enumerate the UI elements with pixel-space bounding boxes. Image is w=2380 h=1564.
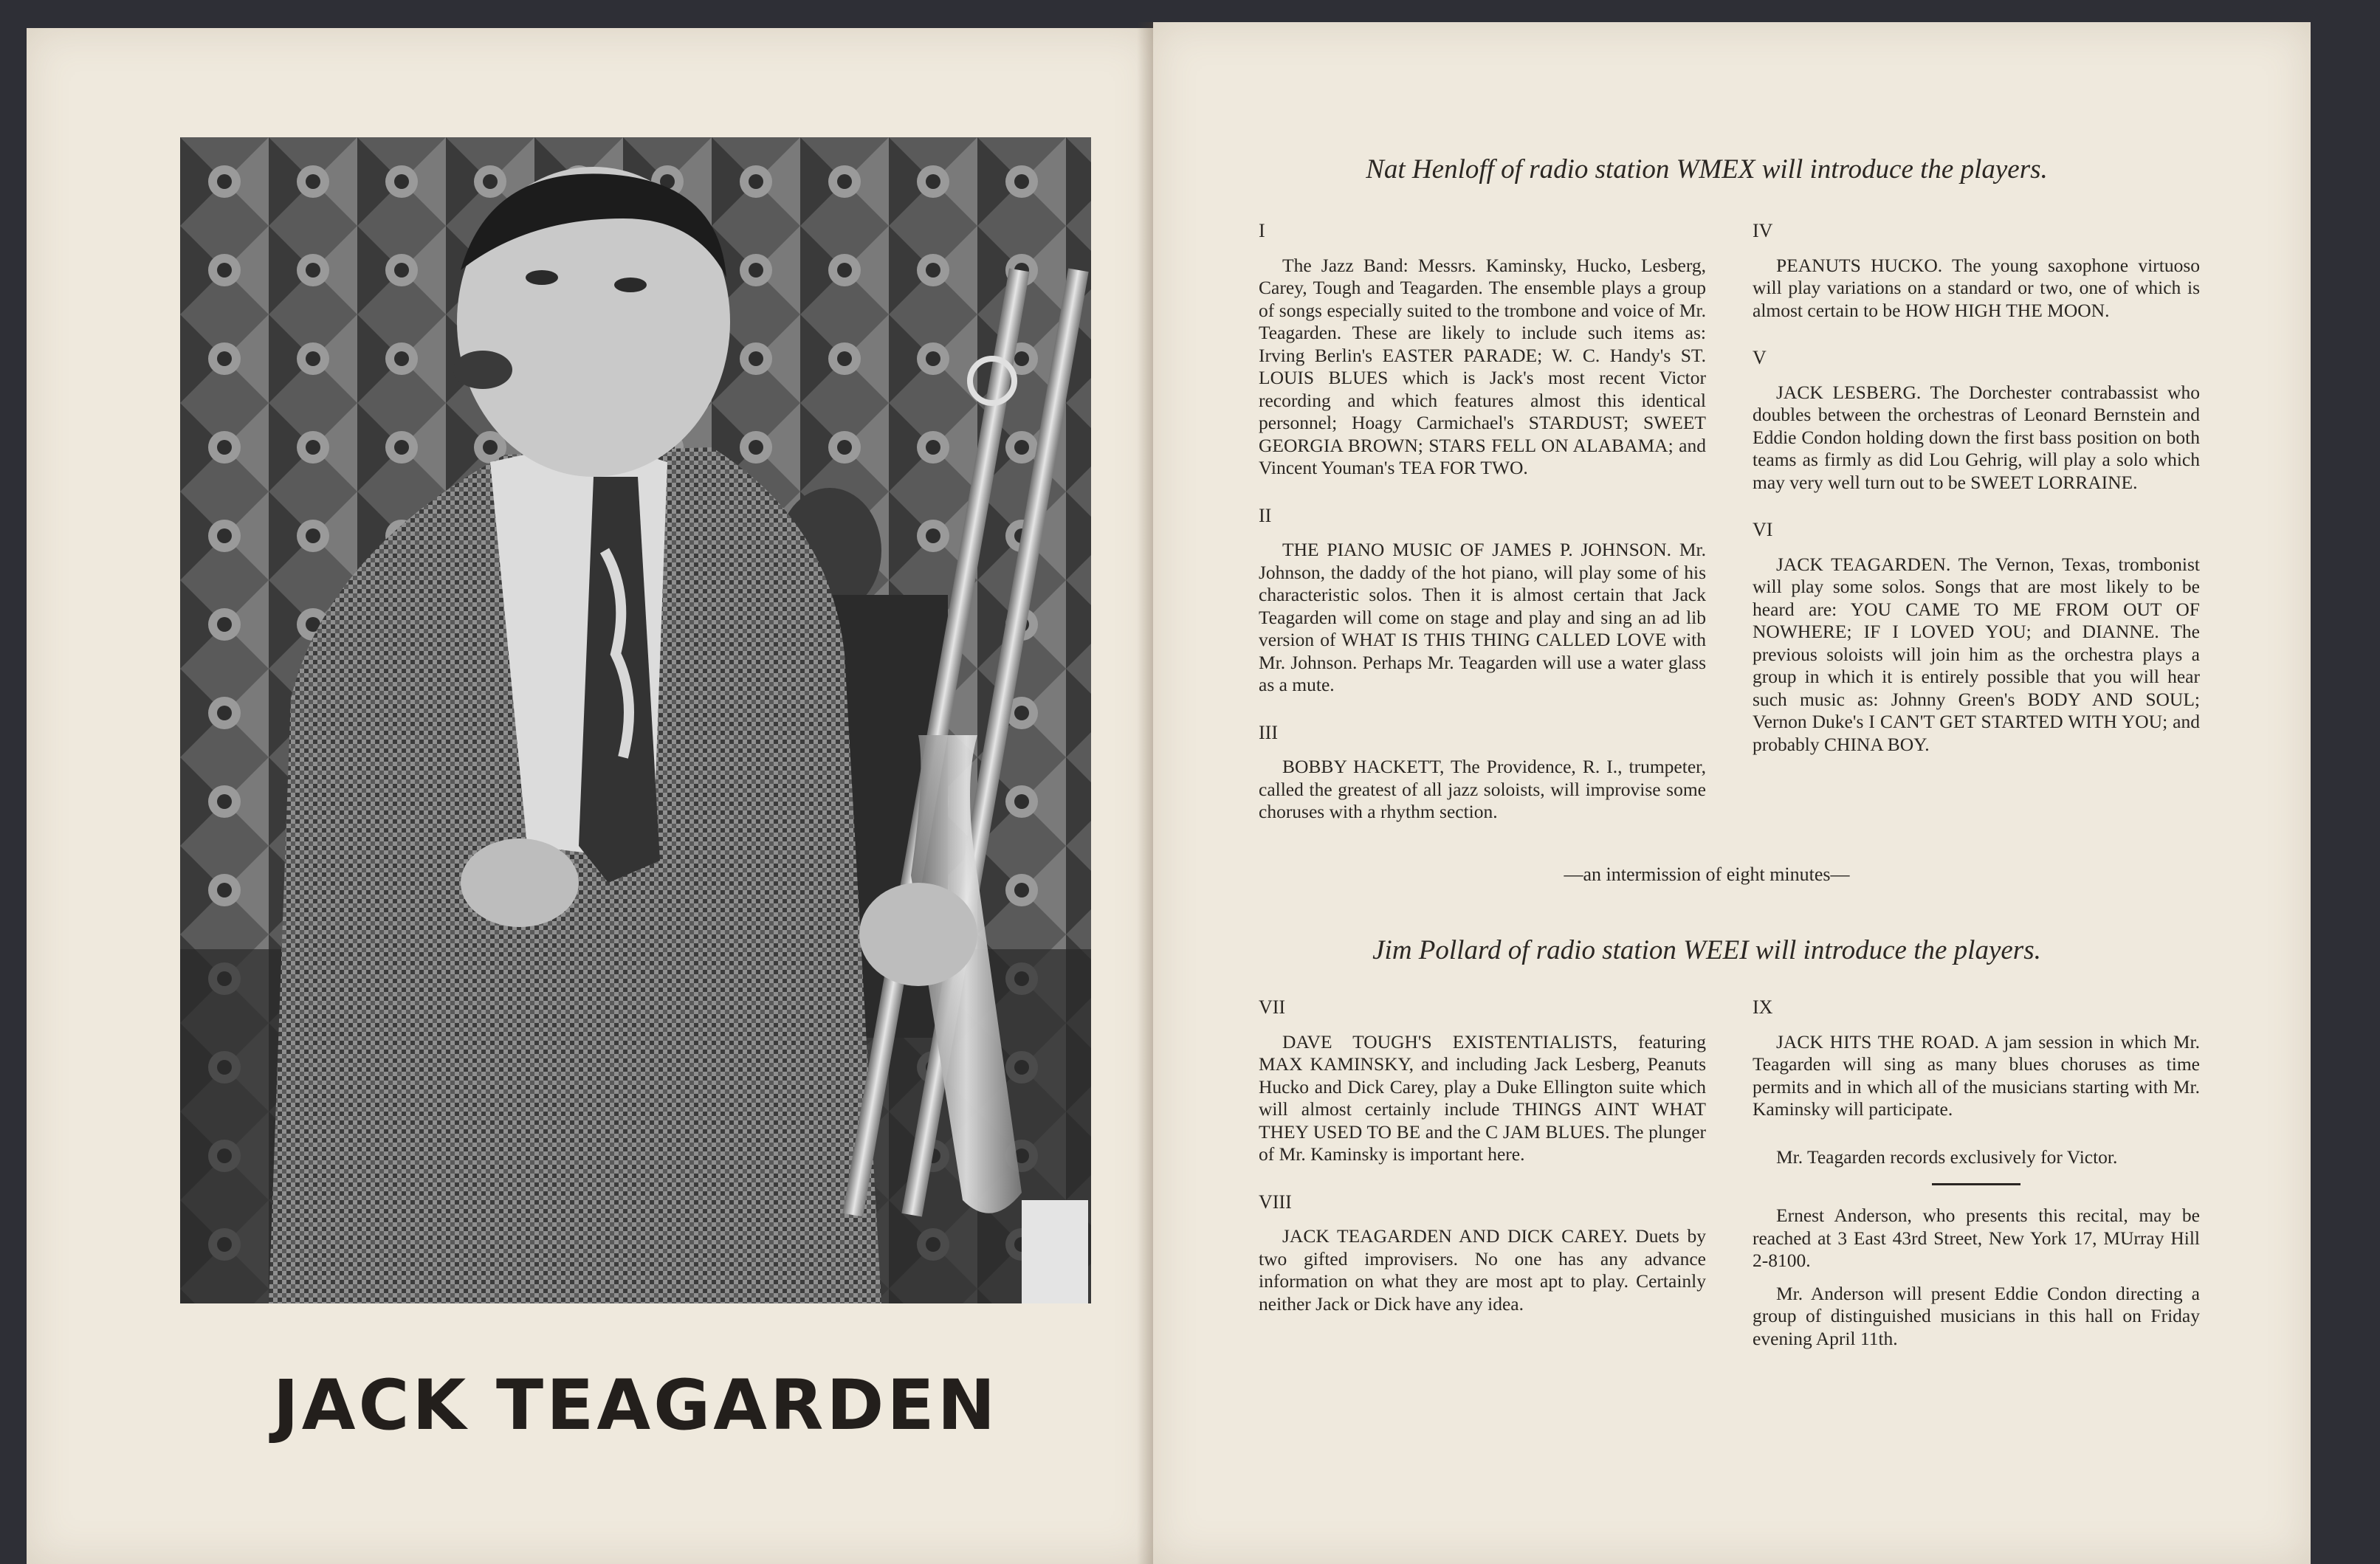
item-text: JACK TEAGARDEN AND DICK CAREY. Duets by two gifted improvisers. No one has any advance information on what they are most apt to play. Certainly neither Jack or Dick have any idea. <box>1259 1225 1706 1315</box>
program-item <box>1259 220 1706 480</box>
column-right-bottom <box>1753 996 2200 1360</box>
item-text: BOBBY HACKETT, The Providence, R. I., trumpeter, called the greatest of all jazz soloists, will improvise some choruses with a rhythm section. <box>1259 756 1706 822</box>
condon-note: Mr. Anderson will present Eddie Condon directing a group of distinguished musicians in this hall on Friday evening April 11th. <box>1753 1282 2200 1349</box>
intro-second-half: Jim Pollard of radio station WEEI will introduce the players. <box>1372 935 2041 965</box>
jack-teagarden-photo <box>180 137 1091 1303</box>
column-left-top <box>1259 220 1706 849</box>
item-numeral: III <box>1259 721 1278 743</box>
program-item <box>1259 505 1706 697</box>
anderson-note: Ernest Anderson, who presents this recital, may be reached at 3 East 43rd Street, New York 17, MUrray Hill 2-8100. <box>1753 1205 2200 1271</box>
column-left-bottom <box>1259 996 1706 1340</box>
item-numeral: VII <box>1259 996 1286 1018</box>
program-item <box>1259 722 1706 824</box>
footer-notes <box>1753 1146 2200 1351</box>
program-item <box>1259 996 1706 1166</box>
item-numeral: II <box>1259 504 1272 526</box>
item-numeral: IX <box>1753 996 1773 1018</box>
item-text: JACK HITS THE ROAD. A jam session in which Mr. Teagarden will sing as many blues choruses as time permits and in which all of the musicians starting with Mr. Kaminsky will participate. <box>1753 1030 2200 1120</box>
item-text: PEANUTS HUCKO. The young saxophone virtuoso will play variations on a standard or two, one of which is almost certain to be HOW HIGH THE MOON. <box>1753 254 2200 321</box>
intermission-note: —an intermission of eight minutes— <box>1564 864 1850 885</box>
item-numeral: VI <box>1753 519 1773 540</box>
divider-rule <box>1932 1183 2020 1185</box>
left-page <box>27 28 1158 1564</box>
right-page <box>1153 22 2311 1564</box>
program-item <box>1753 347 2200 494</box>
page-caption: JACK TEAGARDEN <box>272 1365 999 1446</box>
item-numeral: IV <box>1753 220 1773 241</box>
item-text: DAVE TOUGH'S EXISTENTIALISTS, featuring MAX KAMINSKY, and including Jack Lesberg, Peanuts Hucko and Dick Carey, play a Duke Ellington suite which will almost certainly include THINGS AINT WHAT THEY USED TO BE and the C JAM BLUES. The plunger of Mr. Kaminsky is important here. <box>1259 1030 1706 1165</box>
item-numeral: I <box>1259 220 1265 241</box>
item-text: JACK TEAGARDEN. The Vernon, Texas, trombonist will play some solos. Songs that are most likely to be heard are: YOU CAME TO ME FROM OUT OF NOWHERE; IF I LOVED YOU; and DIANNE. The previous soloists will join him as the orchestra plays a group in which it is entirely possible that you will hear such music as: Johnny Green's BODY AND SOUL; Vernon Duke's I CAN'T GET STARTED WITH YOU; and probably CHINA BOY. <box>1753 553 2200 755</box>
item-text: THE PIANO MUSIC OF JAMES P. JOHNSON. Mr. Johnson, the daddy of the hot piano, will play some of his characteristic solos. Then it is almost certain that Jack Teagarden will come on stage and play and sing an ad lib version of WHAT IS THIS THING CALLED LOVE with Mr. Johnson. Perhaps Mr. Teagarden will use a water glass as a mute. <box>1259 539 1706 695</box>
photo-illustration <box>180 137 1091 1303</box>
program-item <box>1753 996 2200 1121</box>
item-numeral: V <box>1753 347 1767 368</box>
victor-note: Mr. Teagarden records exclusively for Victor. <box>1776 1146 2118 1168</box>
program-item <box>1753 519 2200 756</box>
item-text: JACK LESBERG. The Dorchester contrabassist who doubles between the orchestras of Leonard Bernstein and Eddie Condon holding down the first bass position on both teams as firmly as did Lou Gehrig, will play a solo which may very well turn out to be SWEET LORRAINE. <box>1753 381 2200 493</box>
item-numeral: VIII <box>1259 1191 1292 1213</box>
item-text: The Jazz Band: Messrs. Kaminsky, Hucko, Lesberg, Carey, Tough and Teagarden. The ensemble plays a group of songs especially suited to the trombone and voice of Mr. Teagarden. These are likely to include such items as: Irving Berlin's EASTER PARADE; W. C. Handy's ST. LOUIS BLUES which is Jack's most recent Victor recording and which features almost this identical personnel; Hoagy Carmichael's STARDUST; SWEET GEORGIA BROWN; STARS FELL ON ALABAMA; and Vincent Youman's TEA FOR TWO. <box>1259 254 1706 478</box>
program-item <box>1259 1191 1706 1316</box>
program-item <box>1753 220 2200 322</box>
column-right-top <box>1753 220 2200 781</box>
intro-first-half: Nat Henloff of radio station WMEX will introduce the players. <box>1366 154 2048 185</box>
